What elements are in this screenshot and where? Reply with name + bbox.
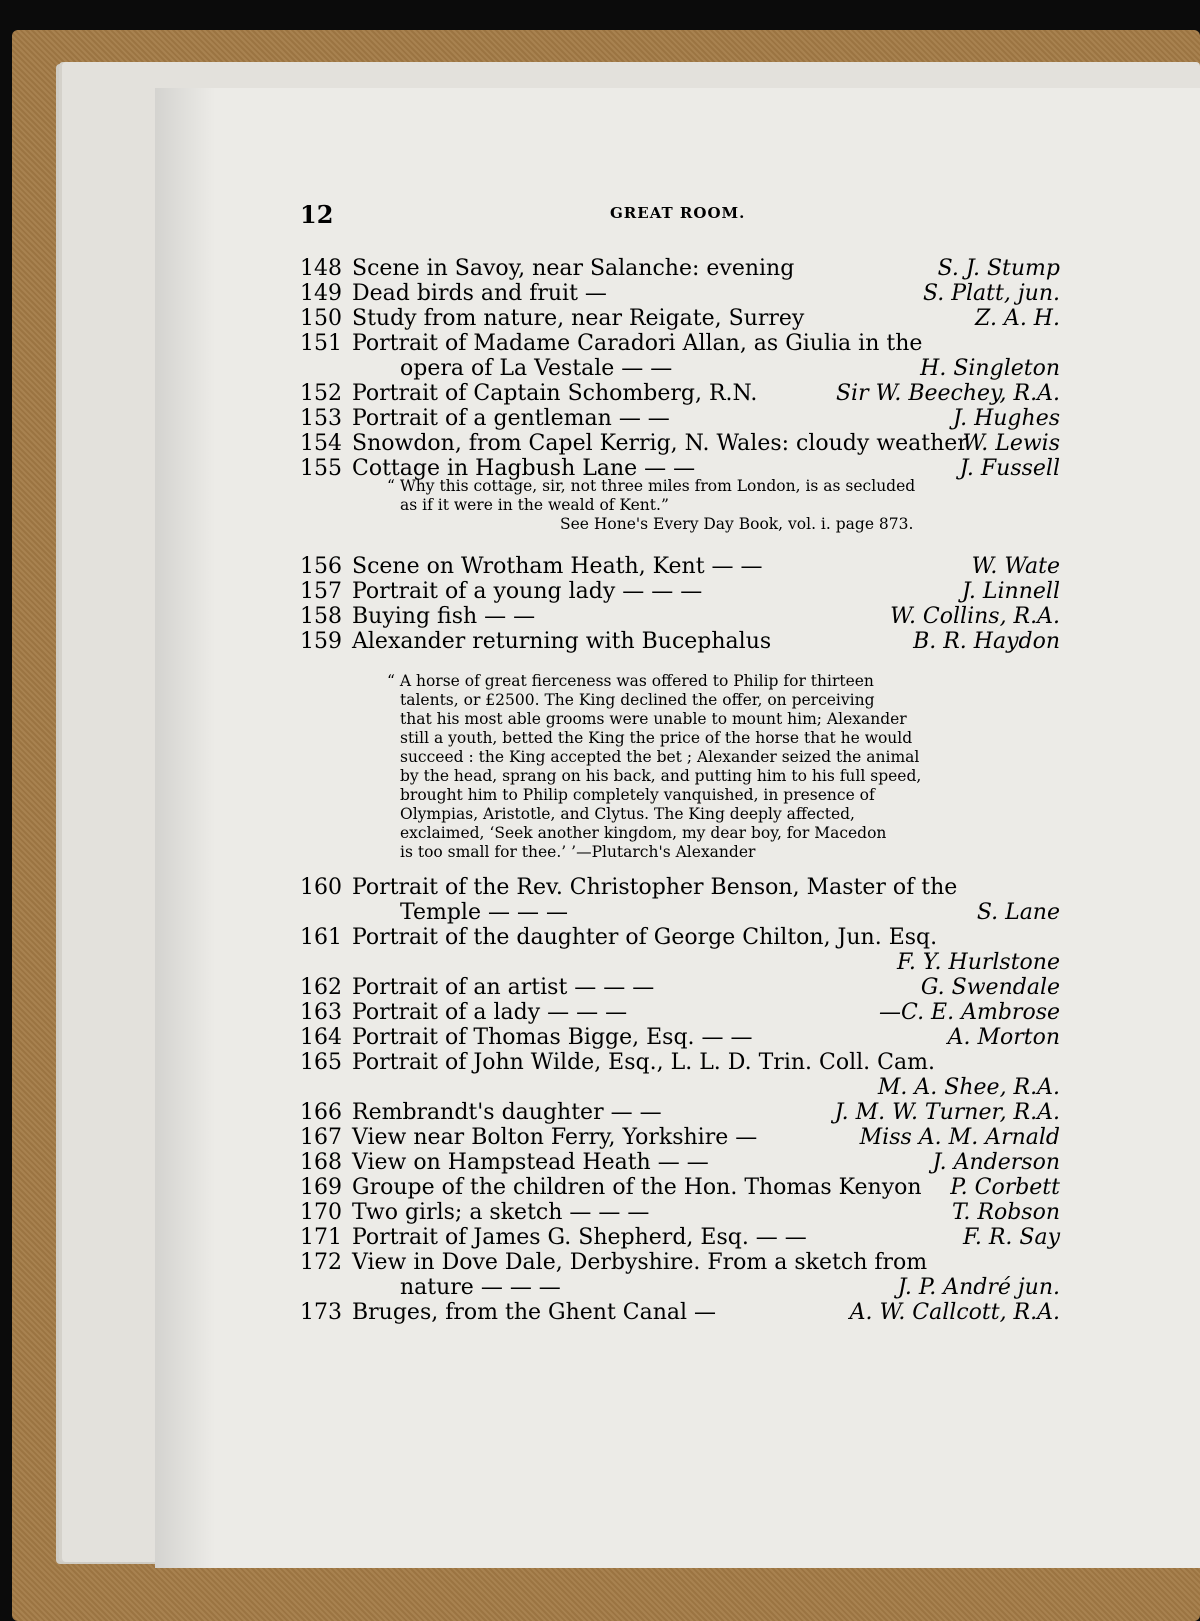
entry-artist: J. P. André jun.	[897, 1275, 1060, 1300]
quote-line: Olympias, Aristotle, and Clytus. The King deeply affected,	[400, 805, 855, 823]
entry-number: 171	[300, 1225, 342, 1250]
entry-title: View near Bolton Ferry, Yorkshire —	[352, 1125, 758, 1150]
entry-number: 173	[300, 1300, 342, 1325]
running-head: GREAT ROOM.	[610, 204, 746, 222]
entry-artist: A. Morton	[947, 1025, 1060, 1050]
entry-title-continued: Temple — — —	[400, 900, 568, 925]
entry-artist: F. Y. Hurlstone	[897, 950, 1060, 975]
entry-artist: J. Fussell	[959, 456, 1060, 481]
entry-artist: W. Wate	[971, 554, 1060, 579]
entry-number: 152	[300, 381, 342, 406]
entry-title: Study from nature, near Reigate, Surrey	[352, 306, 805, 331]
entry-title: Snowdon, from Capel Kerrig, N. Wales: cloudy weather	[352, 431, 968, 456]
entry-artist: G. Swendale	[920, 975, 1060, 1000]
entry-number: 154	[300, 431, 342, 456]
entry-title: Portrait of a young lady — — —	[352, 579, 703, 604]
entry-title: Portrait of Captain Schomberg, R.N.	[352, 381, 758, 406]
entry-artist: S. Platt, jun.	[922, 281, 1060, 306]
entry-number: 149	[300, 281, 342, 306]
quote-line: that his most able grooms were unable to mount him; Alexander	[400, 710, 907, 728]
entry-title: Scene in Savoy, near Salanche: evening	[352, 256, 795, 281]
quote-line: See Hone's Every Day Book, vol. i. page 873.	[560, 515, 914, 533]
quote-line: “ Why this cottage, sir, not three miles from London, is as secluded	[387, 477, 916, 495]
entry-number: 160	[300, 875, 342, 900]
entry-title: Portrait of John Wilde, Esq., L. L. D. Trin. Coll. Cam.	[352, 1050, 935, 1075]
entry-number: 156	[300, 554, 342, 579]
entry-title: Buying fish — —	[352, 604, 536, 629]
entry-artist: S. J. Stump	[937, 256, 1060, 281]
entry-number: 151	[300, 331, 342, 356]
entry-title: Portrait of the Rev. Christopher Benson, Master of the	[352, 875, 958, 900]
entry-artist: M. A. Shee, R.A.	[877, 1075, 1060, 1100]
entry-number: 148	[300, 256, 342, 281]
entry-number: 170	[300, 1200, 342, 1225]
entry-number: 159	[300, 629, 342, 654]
entry-artist: —C. E. Ambrose	[879, 1000, 1060, 1025]
entry-artist: Miss A. M. Arnald	[859, 1125, 1060, 1150]
quote-line: is too small for thee.’ ’—Plutarch's Alexander	[400, 843, 756, 861]
entry-title: Rembrandt's daughter — —	[352, 1100, 662, 1125]
entry-title: Portrait of a gentleman — —	[352, 406, 670, 431]
entry-title-continued: opera of La Vestale — —	[400, 356, 673, 381]
entry-title: Portrait of the daughter of George Chilton, Jun. Esq.	[352, 925, 938, 950]
entry-artist: T. Robson	[951, 1200, 1060, 1225]
page-header	[300, 200, 1200, 230]
entry-title: Portrait of Thomas Bigge, Esq. — —	[352, 1025, 753, 1050]
entry-title: View in Dove Dale, Derbyshire. From a sketch from	[352, 1250, 928, 1275]
entry-artist: W. Lewis	[962, 431, 1060, 456]
entry-title: Portrait of an artist — — —	[352, 975, 655, 1000]
entry-artist: Sir W. Beechey, R.A.	[835, 381, 1060, 406]
entry-number: 161	[300, 925, 342, 950]
entry-title: Scene on Wrotham Heath, Kent — —	[352, 554, 763, 579]
entry-artist: F. R. Say	[963, 1225, 1060, 1250]
quote-line: still a youth, betted the King the price of the horse that he would	[400, 729, 913, 747]
entry-artist: W. Collins, R.A.	[890, 604, 1060, 629]
entry-title: Portrait of a lady — — —	[352, 1000, 628, 1025]
entry-title: Portrait of Madame Caradori Allan, as Giulia in the	[352, 331, 923, 356]
entry-number: 167	[300, 1125, 342, 1150]
page-number: 12	[300, 200, 334, 229]
entry-title: Portrait of James G. Shepherd, Esq. — —	[352, 1225, 807, 1250]
quote-line: as if it were in the weald of Kent.”	[400, 496, 669, 514]
quote-line: “ A horse of great fierceness was offered to Philip for thirteen	[387, 672, 874, 690]
entry-number: 165	[300, 1050, 342, 1075]
quote-line: succeed : the King accepted the bet ; Alexander seized the animal	[400, 748, 920, 766]
entry-artist: B. R. Haydon	[913, 629, 1060, 654]
entry-title: Groupe of the children of the Hon. Thomas Kenyon	[352, 1175, 922, 1200]
entry-number: 164	[300, 1025, 342, 1050]
entry-number: 153	[300, 406, 342, 431]
entry-artist: J. Hughes	[952, 406, 1060, 431]
entry-artist: H. Singleton	[920, 356, 1060, 381]
entry-number: 150	[300, 306, 342, 331]
entry-number: 172	[300, 1250, 342, 1275]
quote-line: by the head, sprang on his back, and putting him to his full speed,	[400, 767, 922, 785]
entry-number: 155	[300, 456, 342, 481]
entry-number: 162	[300, 975, 342, 1000]
entry-artist: J. Anderson	[932, 1150, 1060, 1175]
entry-title-continued: nature — — —	[400, 1275, 561, 1300]
entry-title: Cottage in Hagbush Lane — —	[352, 456, 696, 481]
entry-number: 158	[300, 604, 342, 629]
entry-artist: P. Corbett	[950, 1175, 1060, 1200]
entry-artist: Z. A. H.	[975, 306, 1060, 331]
entry-number: 163	[300, 1000, 342, 1025]
entry-artist: A. W. Callcott, R.A.	[849, 1300, 1060, 1325]
entry-title: Bruges, from the Ghent Canal —	[352, 1300, 717, 1325]
entry-artist: J. M. W. Turner, R.A.	[834, 1100, 1060, 1125]
entry-title: Dead birds and fruit —	[352, 281, 607, 306]
entry-number: 169	[300, 1175, 342, 1200]
entry-number: 157	[300, 579, 342, 604]
entry-title: Alexander returning with Bucephalus	[352, 629, 772, 654]
quote-line: brought him to Philip completely vanquished, in presence of	[400, 786, 875, 804]
entry-title: View on Hampstead Heath — —	[352, 1150, 709, 1175]
entry-number: 168	[300, 1150, 342, 1175]
entry-number: 166	[300, 1100, 342, 1125]
quote-line: talents, or £2500. The King declined the offer, on perceiving	[400, 691, 875, 709]
quote-line: exclaimed, ‘Seek another kingdom, my dear boy, for Macedon	[400, 824, 887, 842]
entry-artist: S. Lane	[976, 900, 1060, 925]
entry-title: Two girls; a sketch — — —	[352, 1200, 650, 1225]
entry-artist: J. Linnell	[961, 579, 1060, 604]
